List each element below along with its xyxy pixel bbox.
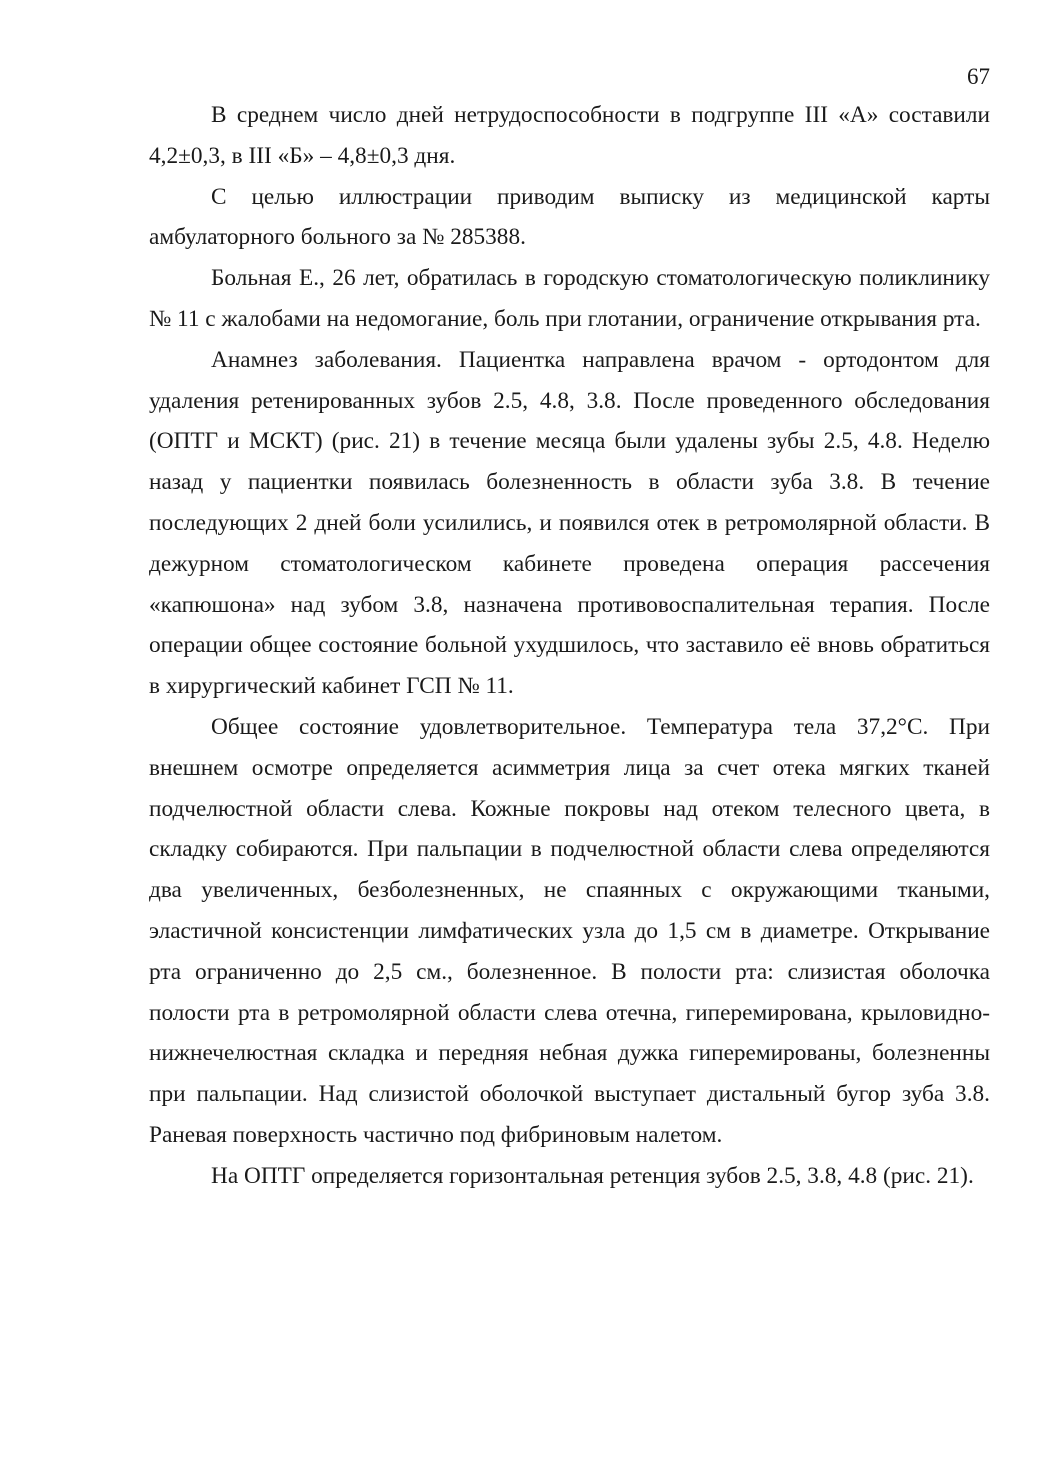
body-text xyxy=(149,95,990,1197)
page-number: 67 xyxy=(967,64,990,89)
paragraph-case-intro: С целью иллюстрации приводим выписку из медицинской карты амбулаторного больного за № 285388. xyxy=(149,183,990,251)
paragraph-patient-complaints: Больная Е., 26 лет, обратилась в городскую стоматологическую поликлинику № 11 с жалобами на недомогание, боль при глотании, ограничение открывания рта. xyxy=(149,265,990,332)
paragraph-optg-findings: На ОПТГ определяется горизонтальная ретенция зубов 2.5, 3.8, 4.8 (рис. 21). xyxy=(211,1162,974,1189)
paragraph-examination: Общее состояние удовлетворительное. Температура тела 37,2°С. При внешнем осмотре определяется асимметрия лица за счет отека мягких тканей подчелюстной области слева. Кожные покровы над отеком телесного цвета, в складку собираются. При пальпации в подчелюстной области слева определяются два увеличенных, безболезненных, не спаянных с окружающими ткаными, эластичной консистенции лимфатических узла до 1,5 см в диаметре. Открывание рта ограниченно до 2,5 см., болезненное. В полости рта: слизистая оболочка полости рта в ретромолярной области слева отечна, гиперемирована, крыловидно-нижнечелюстная складка и передняя небная дужка гиперемированы, болезненны при пальпации. Над слизистой оболочкой выступает дистальный бугор зуба 3.8. Раневая поверхность частично под фибриновым налетом. xyxy=(149,713,990,1148)
paragraph-sick-leave-days: В среднем число дней нетрудоспособности в подгруппе III «А» составили 4,2±0,3, в III «Б» – 4,8±0,3 дня. xyxy=(149,102,990,169)
paragraph-anamnesis: Анамнез заболевания. Пациентка направлена врачом - ортодонтом для удаления ретенированных зубов 2.5, 4.8, 3.8. После проведенного обследования (ОПТГ и МСКТ) (рис. 21) в течение месяца были удалены зубы 2.5, 4.8. Неделю назад у пациентки появилась болезненность в области зуба 3.8. В течение последующих 2 дней боли усилились, и появился отек в ретромолярной области. В дежурном стоматологическом кабинете проведена операция рассечения «капюшона» над зубом 3.8, назначена противовоспалительная терапия. После операции общее состояние больной ухудшилось, что заставило её вновь обратиться в хирургический кабинет ГСП № 11. xyxy=(149,346,990,700)
